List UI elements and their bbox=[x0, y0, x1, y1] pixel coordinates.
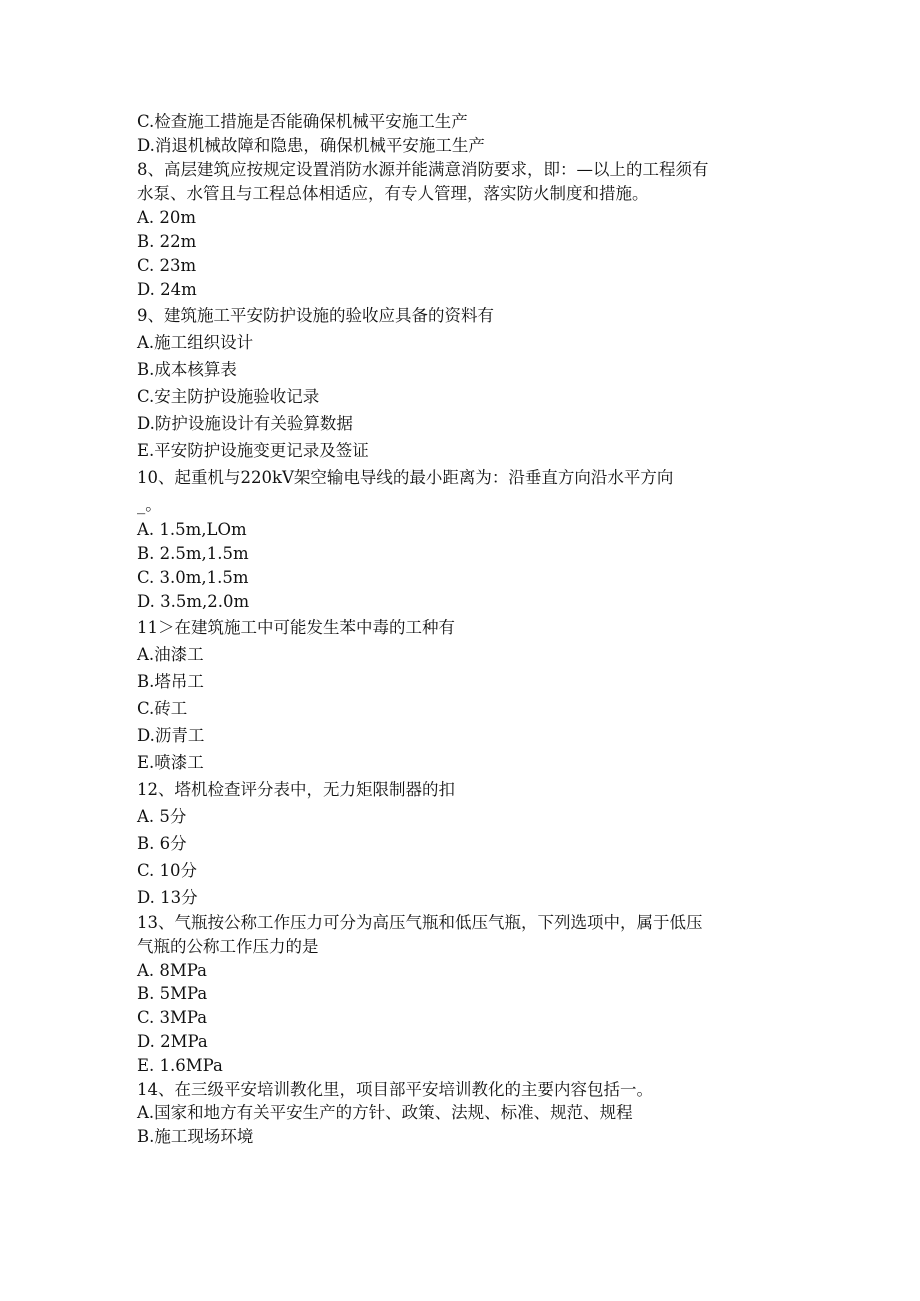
option-line: D.消退机械故障和隐患，确保机械平安施工生产 bbox=[137, 136, 485, 155]
option-line: D. 13分 bbox=[137, 888, 198, 907]
option-line: E.平安防护设施变更记录及签证 bbox=[137, 441, 369, 460]
option-line: A. 20m bbox=[137, 208, 197, 227]
option-line: D.沥青工 bbox=[137, 726, 205, 745]
option-line: C. 3MPa bbox=[137, 1008, 208, 1028]
option-line: C. 23m bbox=[137, 256, 197, 275]
question-line: 气瓶的公称工作压力的是 bbox=[137, 936, 319, 956]
option-line: C.砖工 bbox=[137, 699, 188, 718]
question-line: 11＞在建筑施工中可能发生苯中毒的工种有 bbox=[137, 618, 455, 637]
option-line: A. 8MPa bbox=[137, 960, 207, 980]
question-line: 10、起重机与220kV架空输电导线的最小距离为：沿垂直方向沿水平方向 bbox=[137, 468, 674, 487]
option-line: D. 24m bbox=[137, 280, 197, 299]
option-line: B. 2.5m,1.5m bbox=[137, 544, 249, 563]
option-line: D. 3.5m,2.0m bbox=[137, 592, 250, 611]
option-line: D. 2MPa bbox=[137, 1031, 208, 1051]
question-line: 9、建筑施工平安防护设施的验收应具备的资料有 bbox=[137, 306, 494, 325]
option-line: E. 1.6MPa bbox=[137, 1055, 223, 1075]
option-line: A.国家和地方有关平安生产的方针、政策、法规、标准、规范、规程 bbox=[137, 1103, 633, 1123]
option-line: B. 22m bbox=[137, 232, 197, 251]
option-line: C. 10分 bbox=[137, 861, 198, 880]
option-line: A.油漆工 bbox=[137, 645, 204, 664]
option-line: C.检查施工措施是否能确保机械平安施工生产 bbox=[137, 112, 468, 131]
option-line: D.防护设施设计有关验算数据 bbox=[137, 414, 353, 433]
option-line: C.安主防护设施验收记录 bbox=[137, 387, 320, 406]
question-line: _。 bbox=[137, 495, 162, 514]
option-line: B.塔吊工 bbox=[137, 672, 204, 691]
option-line: A.施工组织设计 bbox=[137, 333, 254, 352]
option-line: B.施工现场环境 bbox=[137, 1127, 254, 1147]
question-line: 水泵、水管且与工程总体相适应，有专人管理，落实防火制度和措施。 bbox=[137, 184, 649, 203]
question-line: 12、塔机检查评分表中，无力矩限制器的扣 bbox=[137, 780, 455, 799]
question-line: 13、气瓶按公称工作压力可分为高压气瓶和低压气瓶，下列选项中，属于低压 bbox=[137, 913, 703, 932]
question-line: 8、高层建筑应按规定设置消防水源并能满意消防要求，即：—以上的工程须有 bbox=[137, 160, 709, 179]
option-line: A. 5分 bbox=[137, 807, 187, 826]
option-line: A. 1.5m,LOm bbox=[137, 520, 247, 539]
option-line: C. 3.0m,1.5m bbox=[137, 568, 249, 587]
option-line: B.成本核算表 bbox=[137, 360, 237, 379]
option-line: E.喷漆工 bbox=[137, 753, 204, 772]
document-body bbox=[137, 110, 797, 1149]
question-line: 14、在三级平安培训教化里，项目部平安培训教化的主要内容包括一。 bbox=[137, 1079, 653, 1099]
option-line: B. 5MPa bbox=[137, 984, 208, 1004]
option-line: B. 6分 bbox=[137, 834, 187, 853]
